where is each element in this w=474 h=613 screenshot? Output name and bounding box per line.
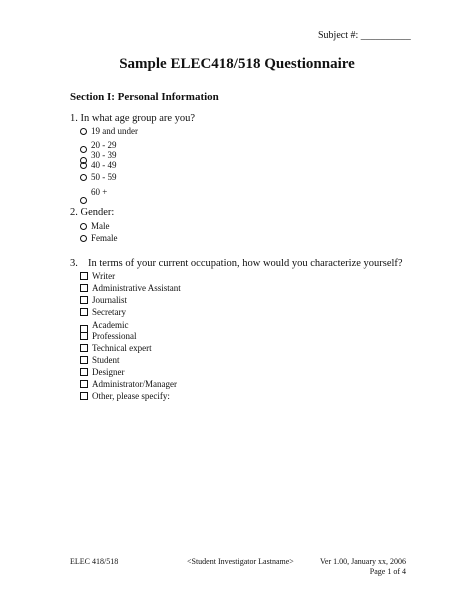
gender-option-male[interactable] (80, 221, 110, 231)
occupation-option-student[interactable] (80, 355, 120, 365)
option-label: 50 - 59 (91, 172, 117, 182)
checkbox-icon[interactable] (80, 368, 88, 376)
checkbox-icon[interactable] (80, 356, 88, 364)
option-label: Academic (92, 320, 129, 330)
radio-button-icon[interactable] (80, 174, 87, 181)
checkbox-icon[interactable] (80, 296, 88, 304)
option-label: 40 - 49 (91, 160, 117, 170)
option-label: Other, please specify: (92, 391, 170, 401)
checkbox-icon[interactable] (80, 380, 88, 388)
age-option-50-59[interactable] (80, 172, 117, 182)
option-label: Writer (92, 271, 116, 281)
checkbox-icon[interactable] (80, 308, 88, 316)
option-label: Secretary (92, 307, 126, 317)
radio-button-icon[interactable] (80, 235, 87, 242)
checkbox-icon[interactable] (80, 284, 88, 292)
occupation-option-designer[interactable] (80, 367, 125, 377)
occupation-option-journalist[interactable] (80, 295, 127, 305)
occupation-option-writer[interactable] (80, 271, 115, 281)
checkbox-icon[interactable] (80, 392, 88, 400)
option-label: 19 and under (91, 126, 138, 136)
section-title: Section I: Personal Information (70, 91, 219, 103)
option-label: Student (92, 355, 120, 365)
question-3-number: 3. (70, 258, 78, 269)
footer-version: Ver 1.00, January xx, 2006 (320, 557, 406, 566)
option-label: Journalist (92, 295, 127, 305)
radio-button-icon[interactable] (80, 197, 87, 204)
occupation-option-technical-expert[interactable] (80, 343, 152, 353)
radio-button-icon[interactable] (80, 162, 87, 169)
radio-button-icon[interactable] (80, 128, 87, 135)
option-label: Technical expert (92, 343, 152, 353)
option-label: Male (91, 221, 110, 231)
age-option-19-under[interactable] (80, 126, 138, 136)
footer-course: ELEC 418/518 (70, 557, 119, 566)
age-option-60-plus[interactable] (80, 183, 107, 204)
option-label: Female (91, 233, 118, 243)
checkbox-icon[interactable] (80, 272, 88, 280)
option-label: Professional (92, 331, 137, 341)
age-option-40-49[interactable] (80, 160, 117, 170)
option-label: 20 - 29 (91, 139, 117, 150)
page-title: Sample ELEC418/518 Questionnaire (119, 56, 355, 72)
question-1-text: 1. In what age group are you? (70, 113, 196, 124)
option-label: 60 + (91, 186, 108, 197)
option-label: Designer (92, 367, 125, 377)
question-2-text: 2. Gender: (70, 207, 115, 218)
question-3-text: In terms of your current occupation, how would you characterize yourself? (88, 258, 403, 269)
occupation-option-professional[interactable] (80, 331, 137, 341)
option-label: 30 - 39 (91, 150, 117, 160)
radio-button-icon[interactable] (80, 223, 87, 230)
gender-option-female[interactable] (80, 233, 118, 243)
checkbox-icon[interactable] (80, 344, 88, 352)
footer-page-number: Page 1 of 4 (369, 567, 406, 576)
occupation-option-admin-assistant[interactable] (80, 283, 181, 293)
option-label: Administrator/Manager (92, 379, 177, 389)
subject-number-label: Subject #: __________ (318, 30, 411, 41)
checkbox-icon[interactable] (80, 332, 88, 340)
footer-investigator: <Student Investigator Lastname> (187, 557, 294, 566)
occupation-option-other[interactable] (80, 391, 170, 401)
option-label: Administrative Assistant (92, 283, 181, 293)
occupation-option-secretary[interactable] (80, 307, 126, 317)
occupation-option-administrator-manager[interactable] (80, 379, 177, 389)
